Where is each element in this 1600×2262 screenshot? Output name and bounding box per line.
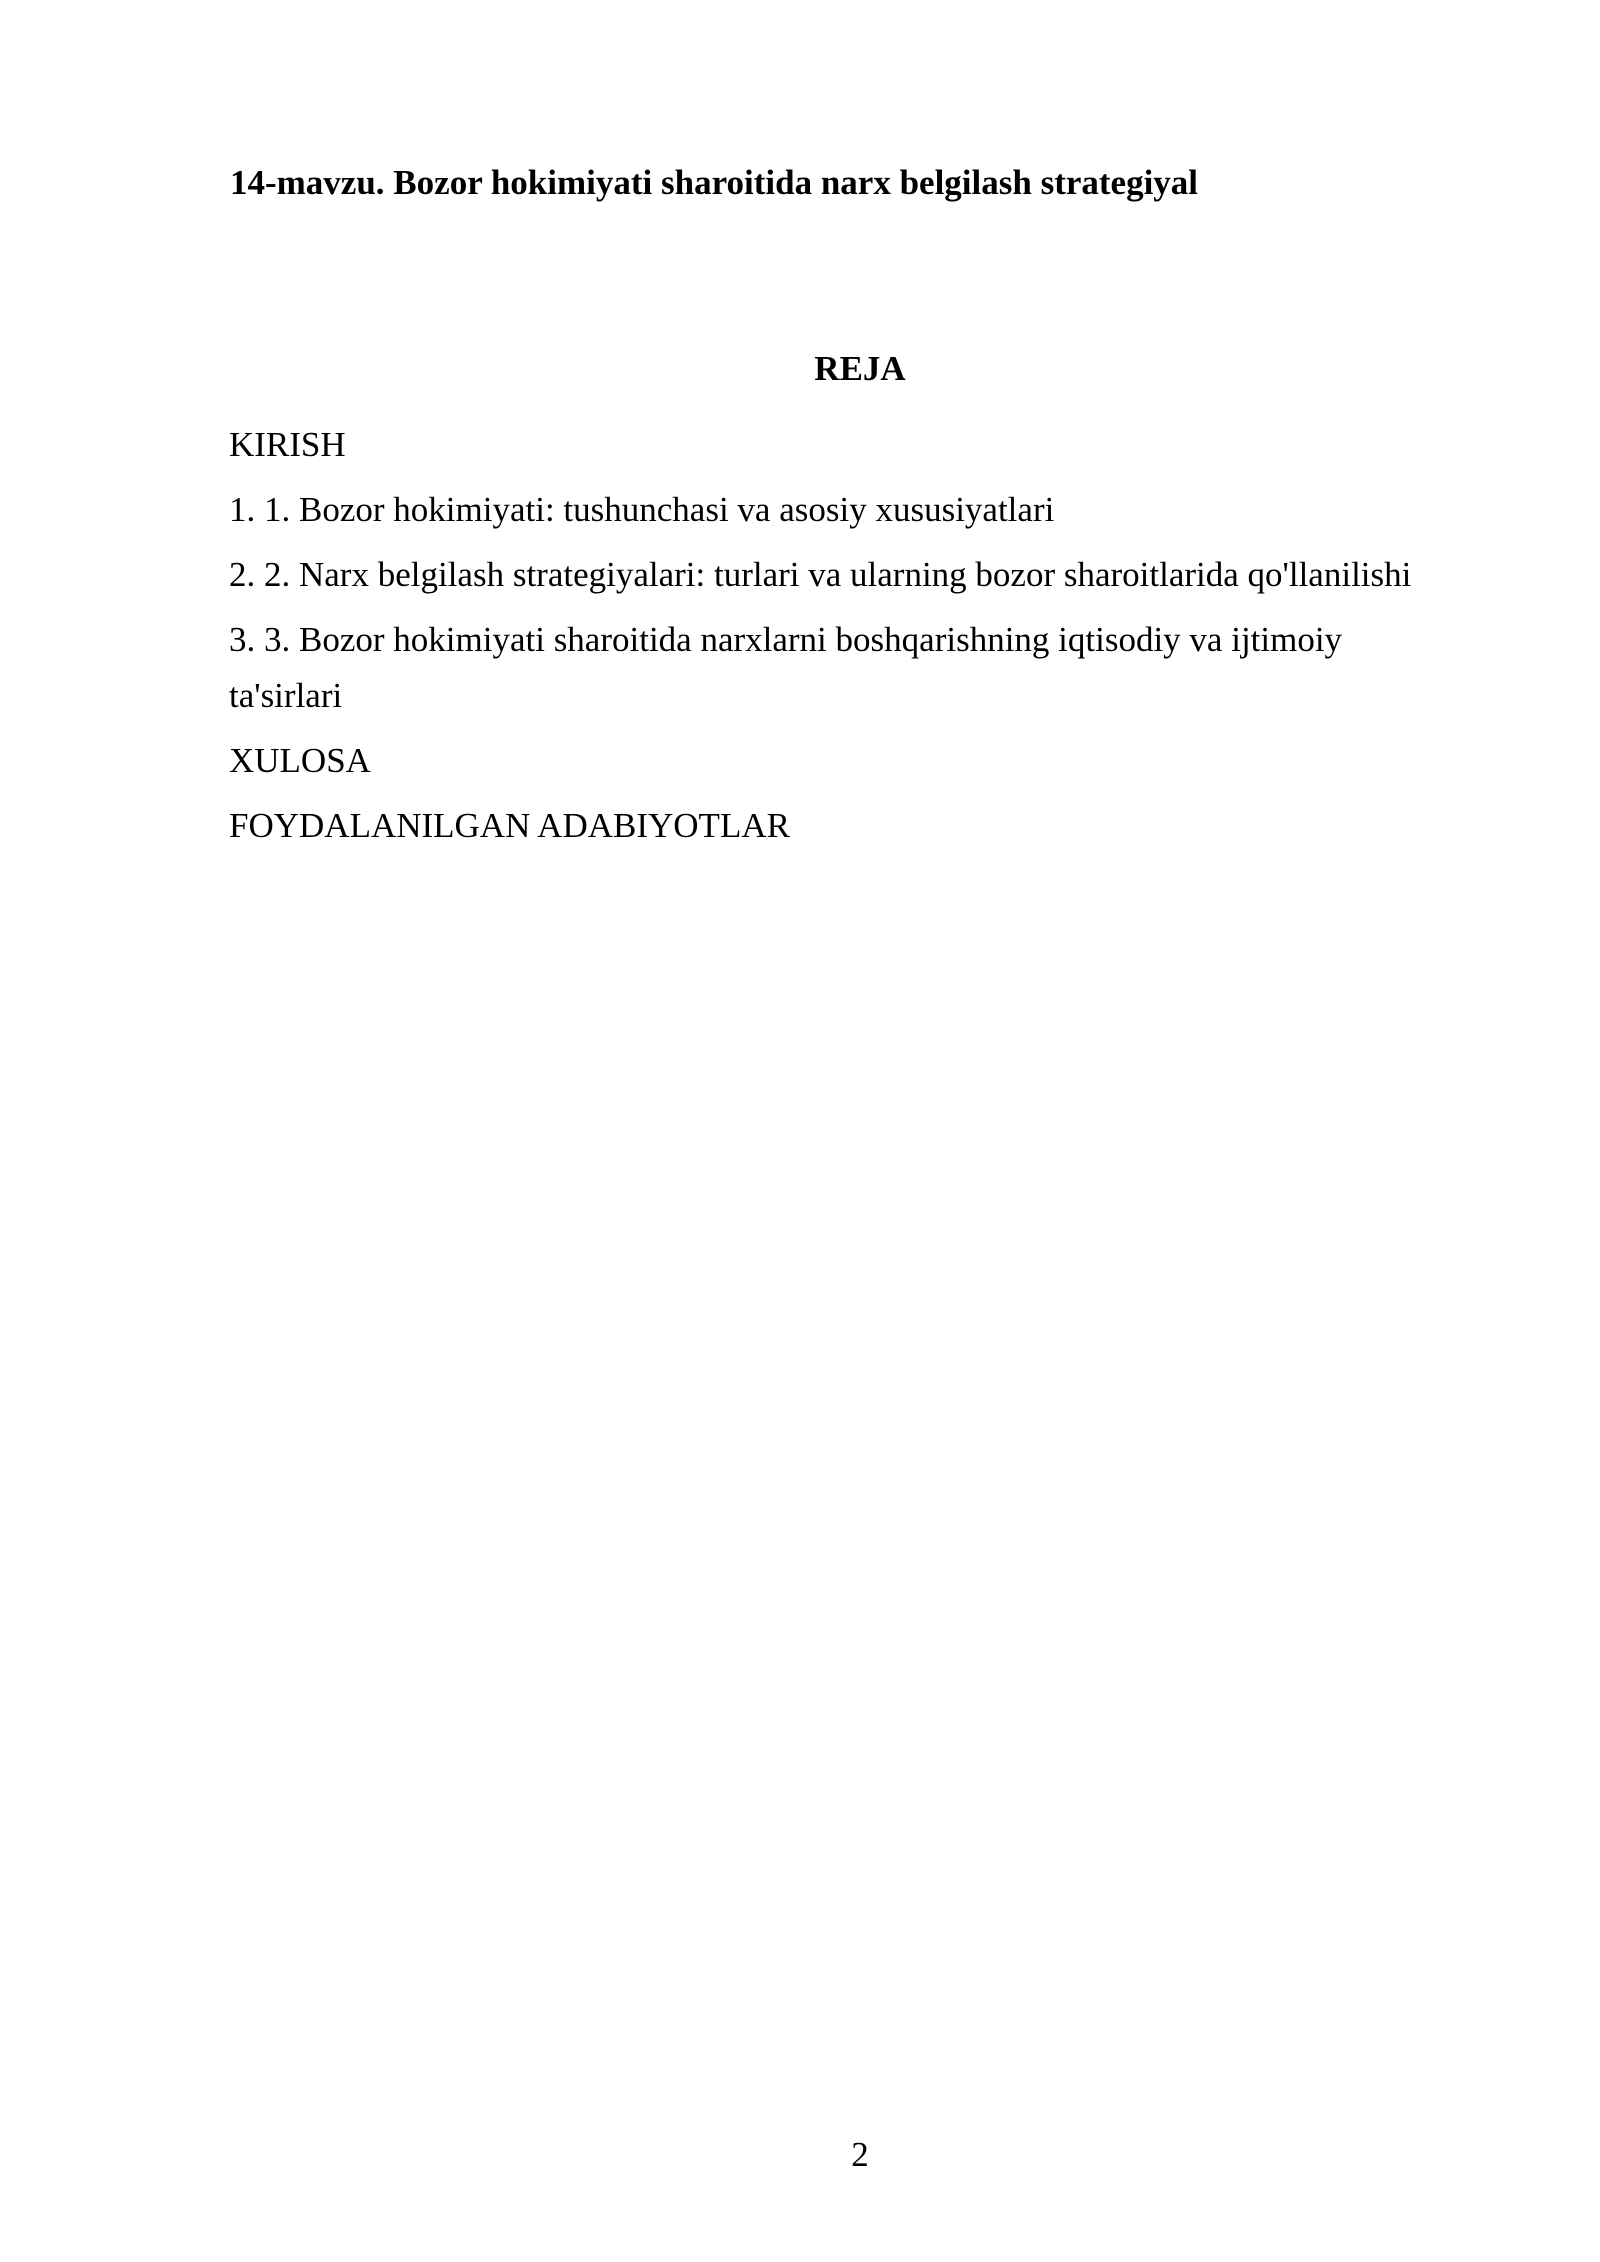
plan-item-conclusion: XULOSA [229,741,371,780]
page-number: 2 [851,2135,869,2174]
plan-item-introduction: KIRISH [229,425,346,464]
plan-item-3: 3. 3. Bozor hokimiyati sharoitida narxlarni boshqarishning iqtisodiy va ijtimoiy ta'sirlari [229,620,1343,715]
plan-item-1: 1. 1. Bozor hokimiyati: tushunchasi va asosiy xususiyatlari [229,490,1055,529]
plan-heading: REJA [814,349,906,388]
plan-item-2: 2. 2. Narx belgilash strategiyalari: turlari va ularning bozor sharoitlarida qo'llanilishi [229,555,1412,594]
document-title: 14-mavzu. Bozor hokimiyati sharoitida narx belgilash strategiyal [230,163,1199,202]
plan-list [229,417,1439,863]
plan-item-references: FOYDALANILGAN ADABIYOTLAR [229,806,790,845]
